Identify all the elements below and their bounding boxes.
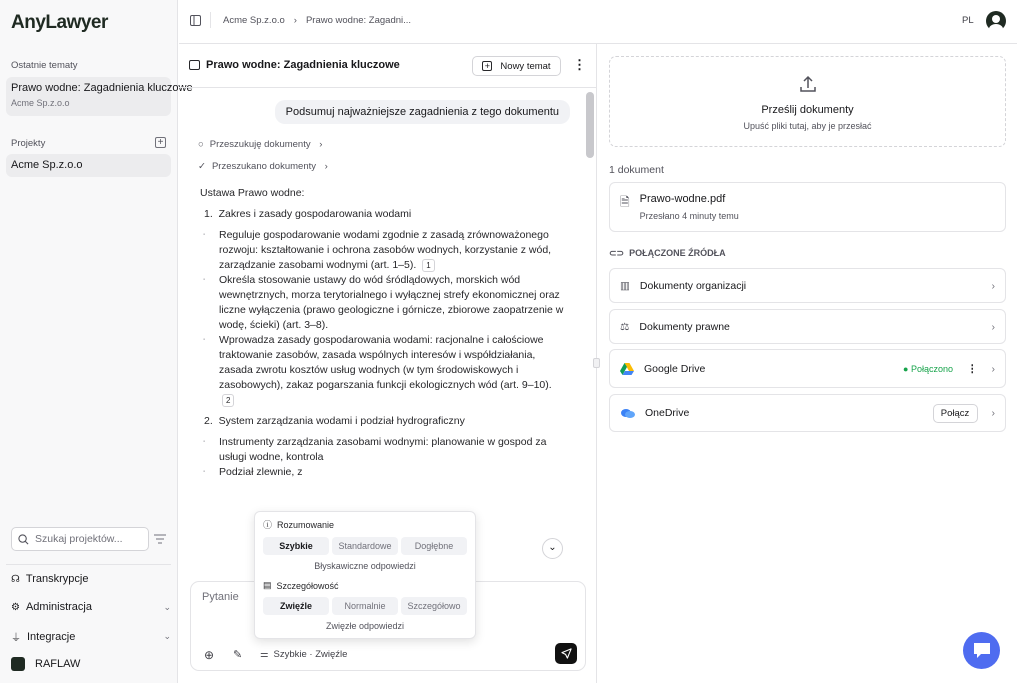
upload-dropzone[interactable] [609, 56, 1006, 147]
source-onedrive[interactable] [609, 394, 1006, 432]
building-icon: ▥ [620, 279, 630, 292]
status-badge: ● Połączono [903, 363, 953, 374]
intro-text: Ustawa Prawo wodne: [200, 187, 305, 199]
upload-hint: Upuść pliki tutaj, aby je przesłać [743, 121, 872, 131]
reasoning-option[interactable]: Dogłębne [401, 537, 467, 555]
detail-option[interactable]: Zwięźle [263, 597, 329, 615]
chevron-right-icon: › [991, 362, 995, 375]
mode-label: Szybkie · Zwięźle [273, 649, 348, 660]
breadcrumb-topic[interactable]: Prawo wodne: Zagadni... [305, 15, 412, 26]
detail-label: Szczegółowość [276, 580, 339, 591]
chevron-right-icon: › [991, 279, 995, 292]
chat-panel [179, 44, 597, 683]
section-title: Zakres i zasady gospodarowania wodami [218, 208, 412, 220]
document-item[interactable] [609, 182, 1006, 232]
divider [210, 12, 211, 28]
send-icon [561, 648, 572, 659]
bullet-text: Wprowadza zasady gospodarowania wodami: racjonalne i całościowe traktowanie zasobów, zasada wspólnych interesów i współdziałania, zasada zwrotu kosztów usług wodnych (w tym środowiskowych i zasobowych), zakaz pogarszania funkcji ekologicznych wód (art. 9–10). [219, 334, 552, 391]
section-heading [200, 207, 568, 222]
org-icon [11, 657, 25, 671]
onedrive-icon [620, 408, 635, 418]
nav-label: Transkrypcje [25, 573, 89, 585]
recent-topics-label: Ostatnie tematy [11, 60, 78, 71]
projects-label: Projekty [11, 138, 46, 149]
status-text: Połączono [910, 363, 953, 374]
section-number: 1. [204, 208, 213, 220]
step-searching[interactable] [198, 139, 322, 150]
topic-project: Acme Sp.z.o.o [11, 98, 70, 108]
upload-title: Prześlij dokumenty [761, 104, 854, 116]
assistant-message [200, 186, 568, 480]
mode-selector[interactable] [260, 649, 347, 660]
nav-label: Integracje [27, 630, 76, 643]
chat-scrollbar[interactable] [586, 92, 594, 158]
filter-icon[interactable] [154, 534, 166, 544]
more-options-icon[interactable]: ⋮ [967, 362, 978, 375]
avatar[interactable] [986, 11, 1006, 31]
language-switcher[interactable]: PL [962, 15, 974, 26]
bullet-text: Instrumenty zarządzania zasobami wodnymi: planowanie w gospod za usługi wodne, kontrola [219, 436, 547, 463]
bullet-item [200, 228, 568, 273]
chevron-right-icon: › [316, 139, 323, 150]
chat-header [179, 44, 597, 88]
chat-bubble-icon [972, 642, 992, 659]
mode-popover [254, 511, 476, 639]
send-button[interactable] [555, 643, 577, 664]
top-bar [179, 0, 1017, 44]
chevron-right-icon: › [991, 320, 995, 333]
nav-administracja[interactable] [11, 601, 171, 613]
headset-icon: ☊ [11, 573, 20, 585]
citation-badge[interactable]: 2 [222, 394, 234, 407]
search-icon: ○ [198, 139, 204, 150]
org-switcher[interactable] [11, 657, 171, 671]
chevron-right-icon: › [322, 161, 328, 172]
sources-label-text: POŁĄCZONE ŹRÓDŁA [629, 248, 726, 258]
info-icon: ⓘ [263, 520, 273, 530]
logo: AnyLawyer [11, 12, 108, 33]
file-meta: Przesłano 4 minuty temu [639, 211, 739, 221]
detail-option[interactable]: Szczegółowo [401, 597, 467, 615]
detail-options [263, 597, 467, 615]
bullet-item [200, 465, 568, 480]
button-label: Nowy temat [500, 60, 551, 72]
reasoning-option[interactable]: Szybkie [263, 537, 329, 555]
detail-description: Zwięzłe odpowiedzi [325, 621, 405, 631]
chat-icon [189, 60, 200, 70]
file-name: Prawo-wodne.pdf [639, 193, 726, 205]
nav-integracje[interactable] [11, 629, 171, 644]
step-label: Przeszukuję dokumenty [209, 139, 311, 150]
org-name: RAFLAW [35, 658, 81, 670]
gear-icon: ⚙ [11, 601, 20, 613]
reasoning-options [263, 537, 467, 555]
upload-icon [798, 74, 818, 94]
support-chat-button[interactable] [963, 632, 1000, 669]
check-icon: ✓ [198, 161, 206, 172]
connect-button[interactable]: Połącz [933, 404, 978, 423]
document-count: 1 dokument [609, 164, 664, 176]
reasoning-description: Błyskawiczne odpowiedzi [314, 561, 416, 571]
bullet-text: Reguluje gospodarowanie wodami zgodnie z zasadą zrównoważonego rozwoju: kształtowanie i ochrona zasobów wodnych, korzystanie z wód, zarządzanie zasobami wodnymi (art. 1–5). [219, 229, 552, 271]
step-searched[interactable] [198, 161, 328, 172]
documents-panel [598, 44, 1017, 683]
input-placeholder: Pytanie [202, 591, 239, 603]
sidebar [0, 0, 193, 683]
chevron-right-icon: › [991, 407, 995, 419]
source-org-documents[interactable] [609, 268, 1006, 303]
sidebar-toggle-icon[interactable] [190, 15, 201, 26]
nav-label: Administracja [25, 601, 92, 613]
detail-icon: ▤ [263, 580, 272, 590]
source-name: OneDrive [645, 407, 690, 419]
bullet-text: Określa stosowanie ustawy do wód śródlądowych, morskich wód wewnętrznych, morza terytorialnego i wyłącznej strefy ekonomicznej oraz liczne wyłączenia (prawo geologiczne i górnicze, zbiorowe zaopatrzenie w wodę, ścieki) (art. 3–8). [219, 274, 564, 331]
search-placeholder: Szukaj projektów... [35, 533, 123, 545]
detail-option[interactable]: Normalnie [332, 597, 398, 615]
breadcrumb-project[interactable]: Acme Sp.z.o.o [223, 15, 285, 26]
scroll-down-button[interactable]: ⌄ [542, 538, 563, 559]
divider [6, 564, 171, 565]
source-legal-documents[interactable] [609, 309, 1006, 344]
user-message: Podsumuj najważniejsze zagadnienia z tego dokumentu [275, 100, 570, 124]
link-icon: ⊂⊃ [609, 248, 625, 258]
chevron-down-icon: ⌄ [163, 601, 171, 612]
magic-wand-icon[interactable]: ✎ [233, 649, 243, 661]
citation-badge[interactable]: 1 [422, 259, 434, 272]
recent-topic-item[interactable] [6, 77, 193, 116]
add-project-icon[interactable]: + [155, 137, 166, 148]
bullet-item [200, 333, 568, 408]
reasoning-label: Rozumowanie [277, 519, 335, 530]
source-google-drive[interactable] [609, 349, 1006, 388]
more-options-icon[interactable]: ⋮ [573, 57, 586, 72]
plus-square-icon: + [482, 61, 492, 71]
reasoning-option[interactable]: Standardowe [332, 537, 398, 555]
chat-title: Prawo wodne: Zagadnienia kluczowe [206, 59, 400, 71]
chevron-right-icon: › [293, 15, 297, 26]
section-number: 2. [204, 415, 213, 427]
project-item[interactable]: Acme Sp.z.o.o [6, 154, 171, 177]
scale-icon: ⚖ [620, 320, 630, 333]
chevron-down-icon: ⌄ [163, 631, 171, 641]
google-drive-icon [620, 363, 634, 375]
bullet-text: Podział zlewnie, z [219, 466, 303, 478]
sliders-icon: ⚌ [260, 649, 269, 660]
search-icon [18, 534, 29, 545]
source-name: Google Drive [644, 362, 706, 375]
new-topic-button[interactable] [472, 56, 561, 76]
source-name: Dokumenty organizacji [639, 279, 747, 292]
breadcrumb [223, 15, 411, 26]
file-icon: 🗎 [620, 195, 630, 209]
section-title: System zarządzania wodami i podział hydrograficzny [218, 415, 465, 427]
source-name: Dokumenty prawne [639, 320, 730, 333]
step-label: Przeszukano dokumenty [211, 161, 316, 172]
bullet-item [200, 273, 568, 333]
bullet-item [200, 435, 568, 465]
topic-title: Prawo wodne: Zagadnienia kluczowe [11, 82, 193, 94]
project-search-input[interactable] [11, 527, 149, 551]
nav-transkrypcje[interactable] [11, 573, 171, 585]
sources-label [609, 248, 726, 259]
globe-icon[interactable]: ⊕ [204, 648, 215, 662]
plug-icon: ⏚ [11, 633, 21, 644]
section-heading [200, 414, 568, 429]
